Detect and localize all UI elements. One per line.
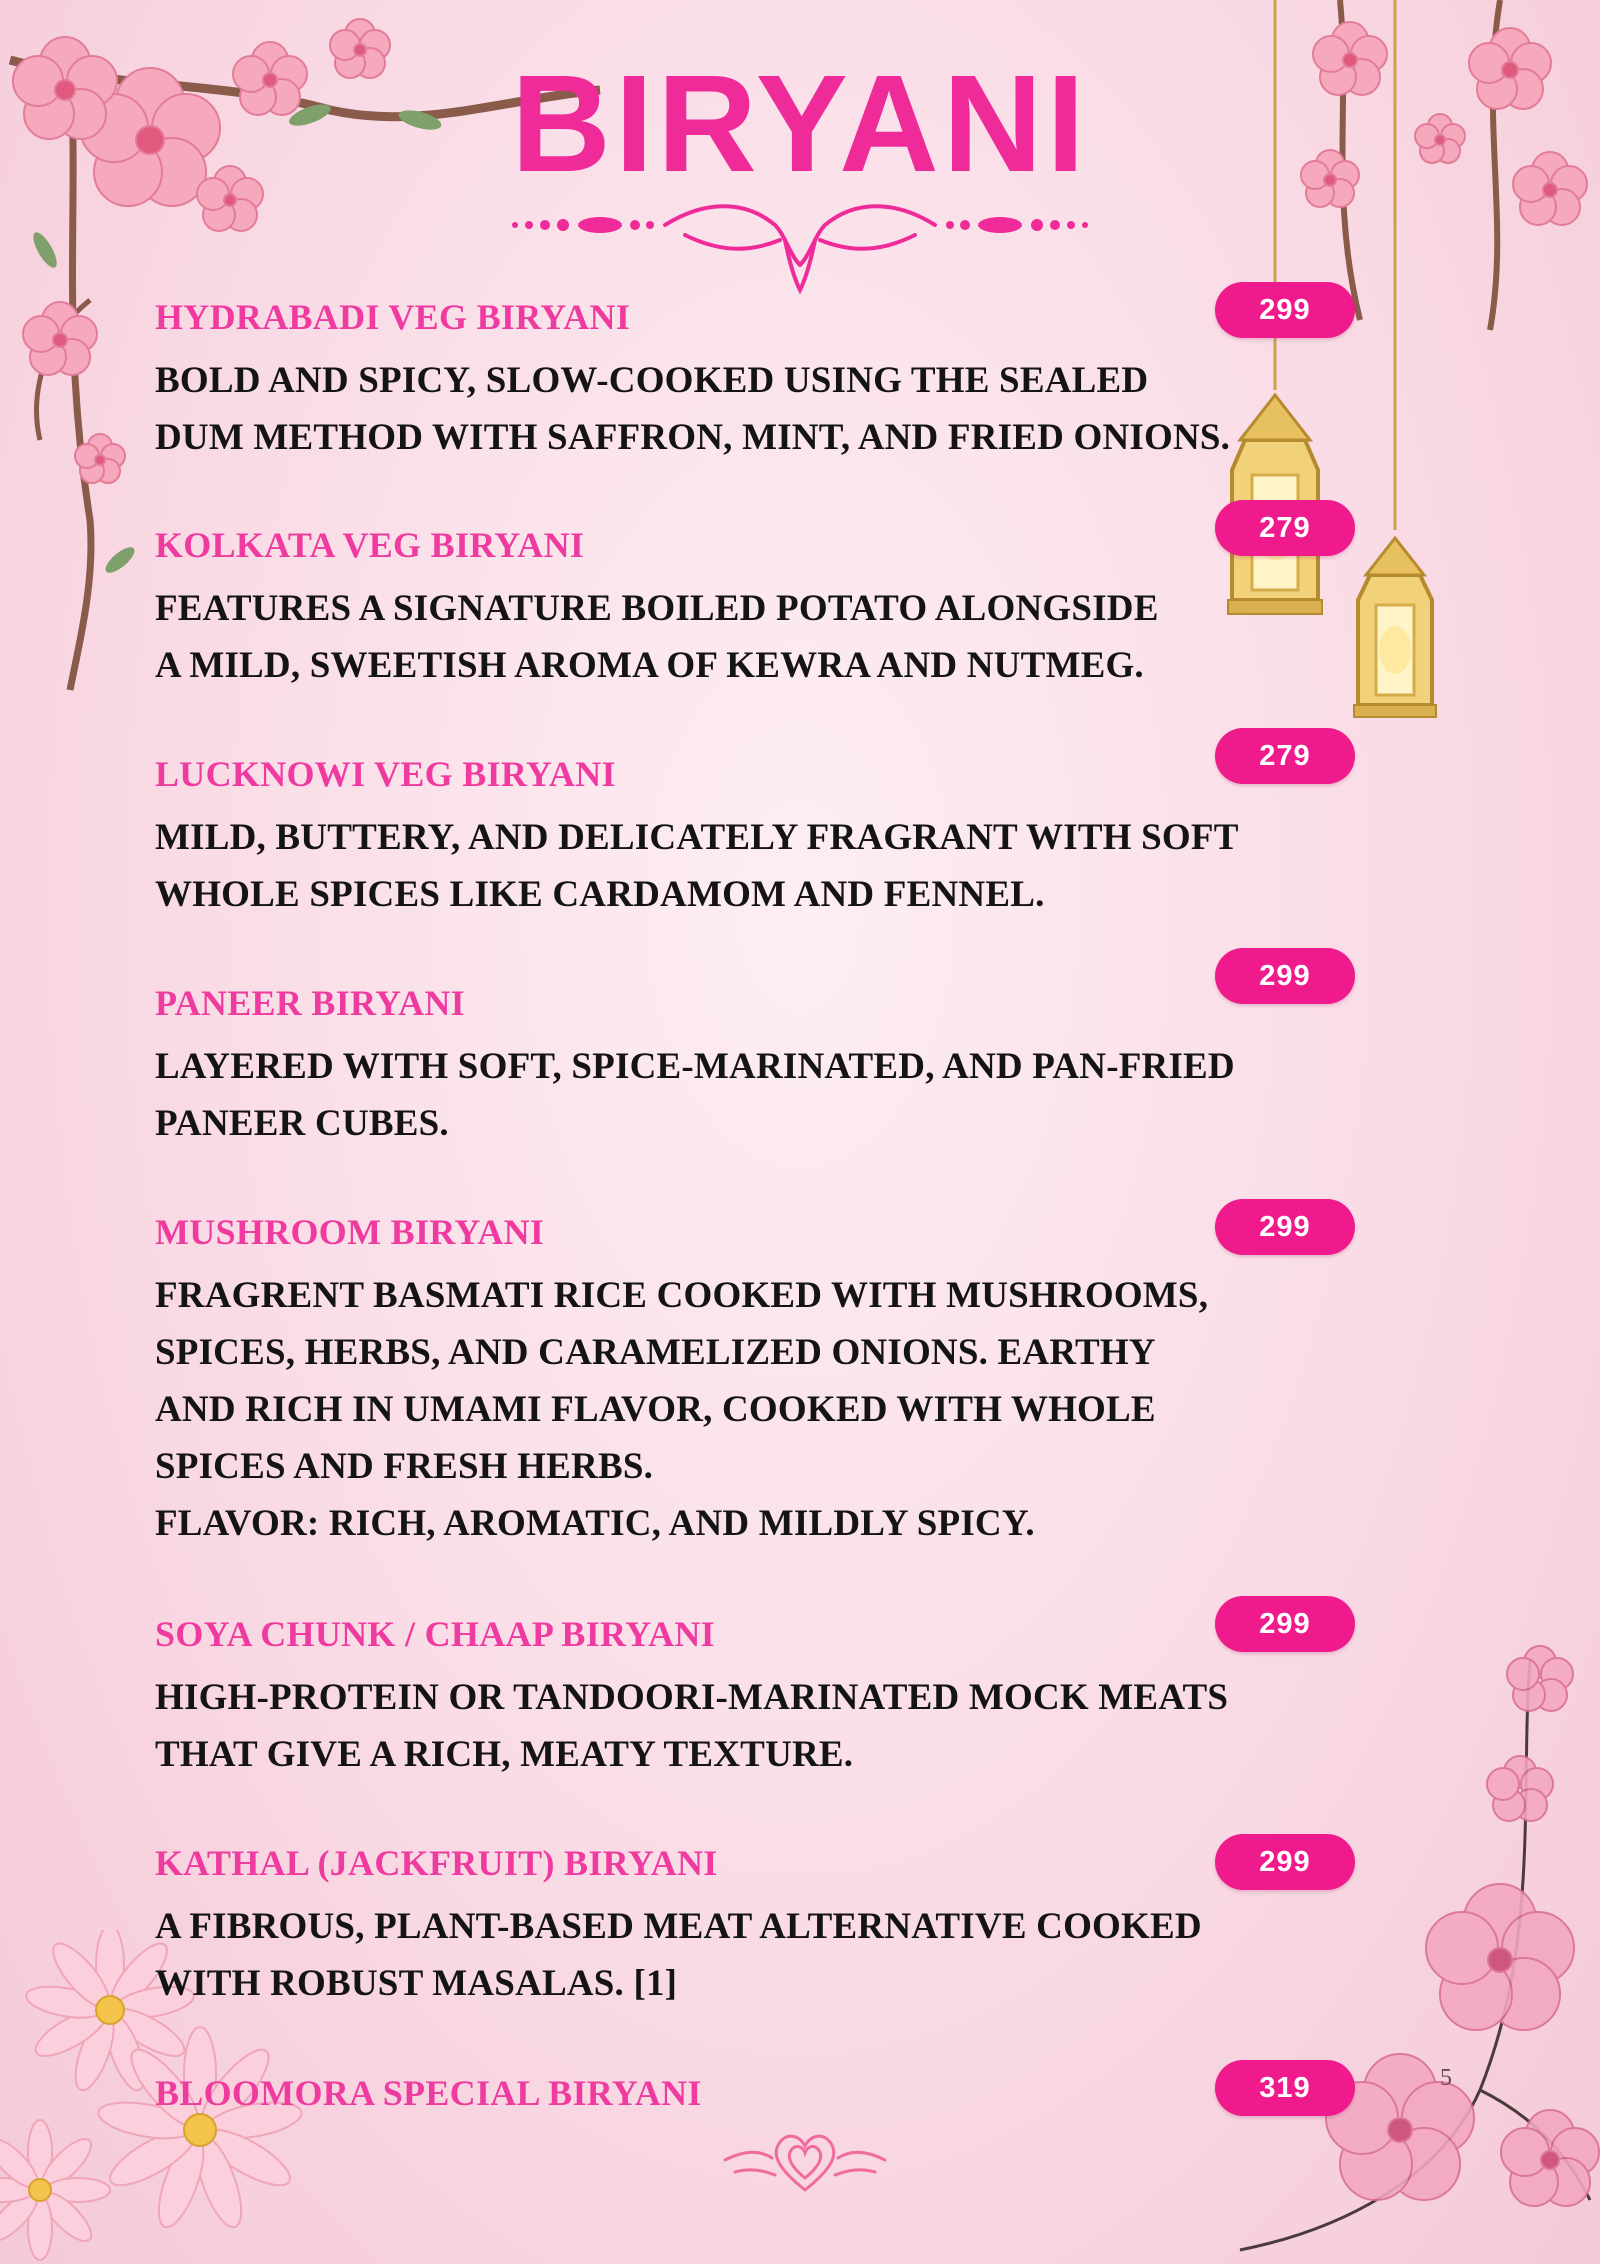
- price-badge: 299: [1215, 1596, 1355, 1652]
- price-badge: 299: [1215, 282, 1355, 338]
- price-badge: 299: [1215, 948, 1355, 1004]
- ornamental-flourish-icon: [505, 195, 1095, 295]
- price-badge: 319: [1215, 2060, 1355, 2116]
- menu-item-hydrabadi-veg-biryani: [155, 293, 1335, 466]
- price-badge: 279: [1215, 500, 1355, 556]
- menu-item-kathal-jackfruit-biryani: [155, 1843, 1335, 2012]
- item-name: PANEER BIRYANI: [155, 983, 465, 1023]
- menu-item-mushroom-biryani: [155, 1212, 1335, 1552]
- price-badge: 299: [1215, 1834, 1355, 1890]
- menu-item-bloomora-special-biryani: [155, 2073, 1335, 2113]
- item-name: SOYA CHUNK / CHAAP BIRYANI: [155, 1614, 715, 1654]
- menu-item-lucknowi-veg-biryani: [155, 739, 1335, 923]
- menu-item-soya-chunk-chaap-biryani: [155, 1607, 1335, 1783]
- menu-item-paneer-biryani: [155, 959, 1335, 1152]
- item-description: FEATURES A SIGNATURE BOILED POTATO ALONGSIDE A MILD, SWEETISH AROMA OF KEWRA AND NUTMEG.: [155, 588, 1159, 686]
- page-title: BIRYANI: [511, 47, 1089, 201]
- item-description: FRAGRENT BASMATI RICE COOKED WITH MUSHROOMS, SPICES, HERBS, AND CARAMELIZED ONIONS. EARTHY AND RICH IN UMAMI FLAVOR, COOKED WITH WHOLE SPICES AND FRESH HERBS. FLAVOR: RICH, AROMATIC, AND MILDLY SPICY.: [155, 1275, 1209, 1544]
- item-name: HYDRABADI VEG BIRYANI: [155, 297, 631, 337]
- item-name: KATHAL (JACKFRUIT) BIRYANI: [155, 1843, 718, 1883]
- item-name: MUSHROOM BIRYANI: [155, 1212, 545, 1252]
- item-description: BOLD AND SPICY, SLOW-COOKED USING THE SEALED DUM METHOD WITH SAFFRON, MINT, AND FRIED ONIONS.: [155, 360, 1231, 458]
- item-description: HIGH-PROTEIN OR TANDOORI-MARINATED MOCK MEATS THAT GIVE A RICH, MEATY TEXTURE.: [155, 1677, 1229, 1775]
- item-description: LAYERED WITH SOFT, SPICE-MARINATED, AND PAN-FRIED PANEER CUBES.: [155, 1046, 1235, 1144]
- item-name: LUCKNOWI VEG BIRYANI: [155, 754, 616, 794]
- item-name: KOLKATA VEG BIRYANI: [155, 525, 585, 565]
- heart-ornament-icon: [720, 2120, 890, 2200]
- item-description: MILD, BUTTERY, AND DELICATELY FRAGRANT WITH SOFT WHOLE SPICES LIKE CARDAMOM AND FENNEL.: [155, 817, 1239, 915]
- price-badge: 299: [1215, 1199, 1355, 1255]
- price-badge: 279: [1215, 728, 1355, 784]
- item-description: A FIBROUS, PLANT-BASED MEAT ALTERNATIVE COOKED WITH ROBUST MASALAS. [1]: [155, 1906, 1202, 2004]
- page-number: 5: [1440, 2065, 1452, 2091]
- menu-item-kolkata-veg-biryani: [155, 511, 1335, 694]
- item-name: BLOOMORA SPECIAL BIRYANI: [155, 2073, 702, 2113]
